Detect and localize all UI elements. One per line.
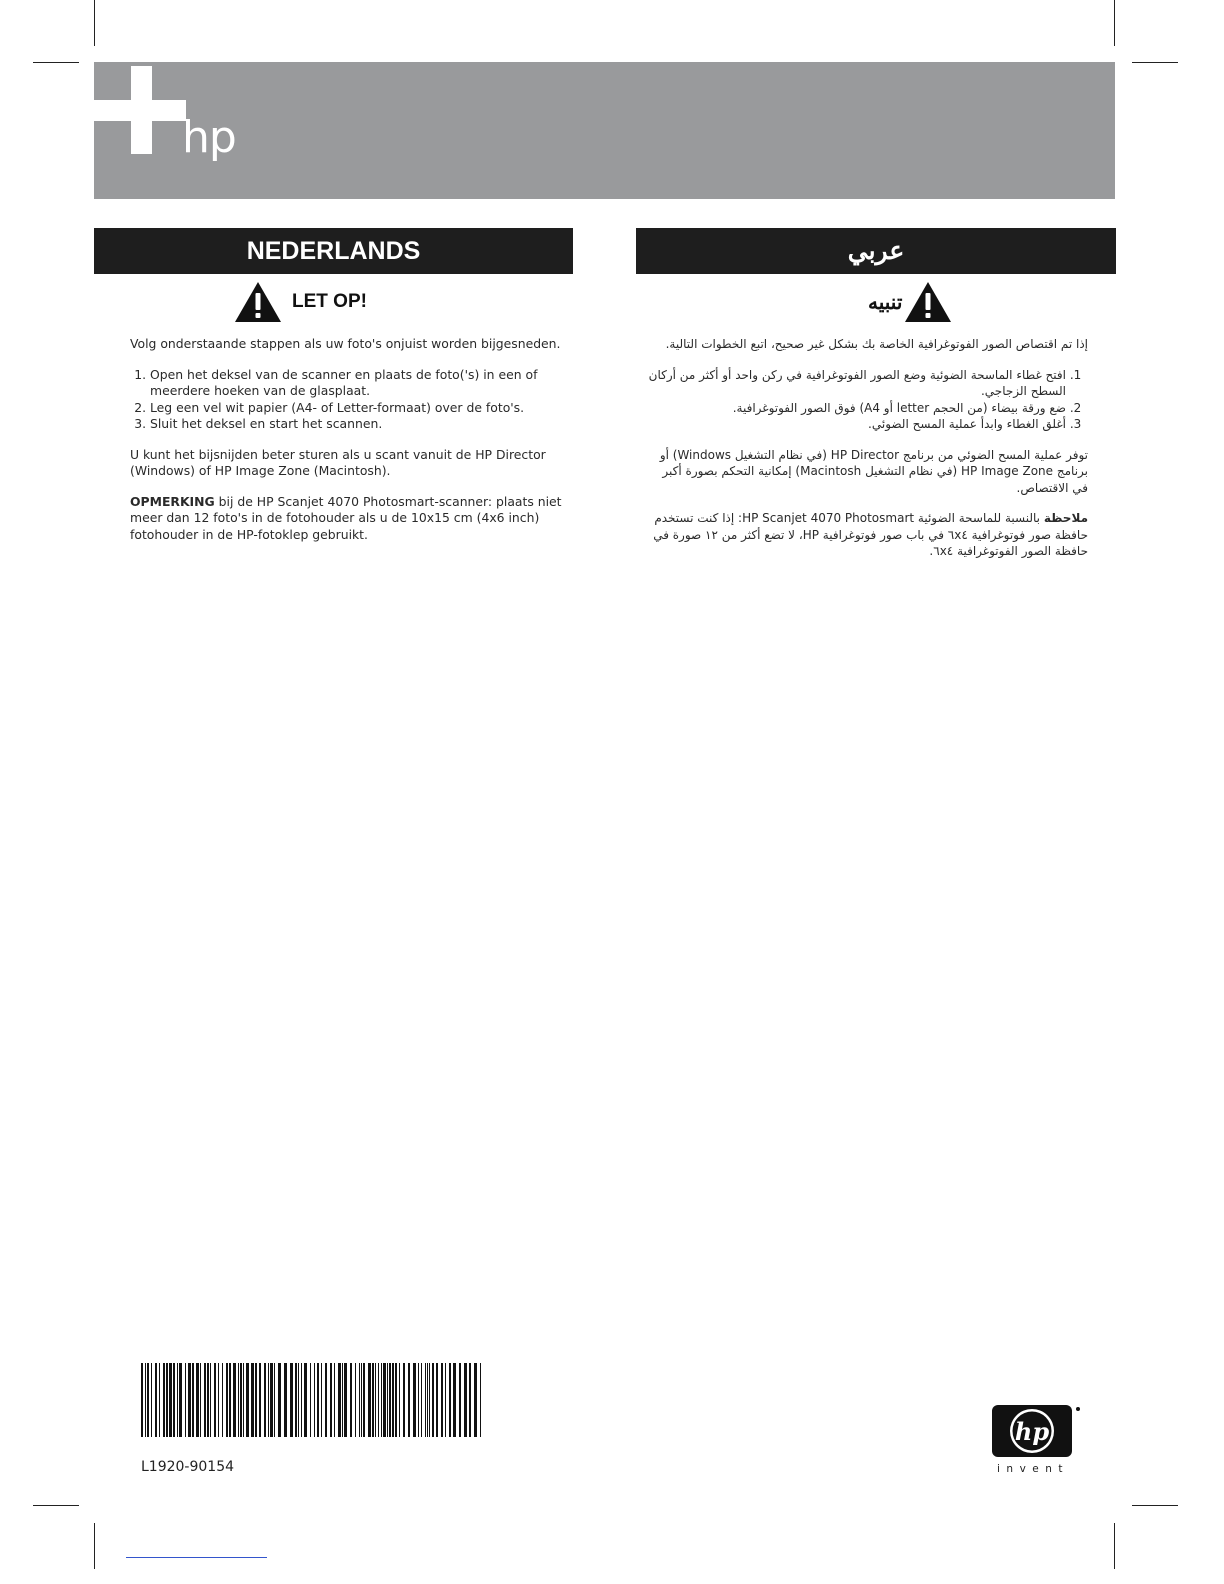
step-item: 2. Leg een vel wit papier (A4- of Letter-formaat) over de foto's.: [150, 400, 570, 417]
barcode-bar: [338, 1363, 341, 1437]
barcode-bar: [200, 1363, 201, 1437]
note-paragraph: [130, 494, 570, 544]
steps-list: [645, 367, 1088, 433]
note-paragraph: [645, 510, 1088, 560]
step-item: 3. Sluit het deksel en start het scannen.: [150, 416, 570, 433]
crop-mark: [94, 1523, 95, 1569]
barcode-bar: [469, 1363, 471, 1437]
step-item: 1. Open het deksel van de scanner en plaats de foto('s) in een of meerdere hoeken van de glasplaat.: [150, 367, 570, 400]
barcode-bar: [192, 1363, 194, 1437]
barcode-bar: [222, 1363, 223, 1437]
barcode-bar: [317, 1363, 319, 1437]
intro-text: إذا تم اقتصاص الصور الفوتوغرافية الخاصة بك بشكل غير صحيح، اتبع الخطوات التالية.: [665, 337, 1088, 351]
warning-label: LET OP!: [292, 291, 367, 312]
barcode-bar: [375, 1363, 376, 1437]
barcode-bar: [301, 1363, 302, 1437]
barcode-bar: [372, 1363, 374, 1437]
tip-text: توفر عملية المسح الضوئي من برنامج HP Director (في نظام التشغيل Windows) أو برنامج HP Image Zone (في نظام التشغيل Macintosh) إمكانية التحكم بصورة أكبر في الاقتصاص.: [659, 447, 1088, 495]
dutch-content: [130, 336, 570, 557]
barcode-bar: [344, 1363, 347, 1437]
part-number: L1920-90154: [141, 1459, 235, 1475]
barcode-bar: [389, 1363, 391, 1437]
barcode: [141, 1363, 481, 1437]
barcode-bar: [392, 1363, 394, 1437]
barcode-bar: [304, 1363, 307, 1437]
barcode-bar: [418, 1363, 419, 1437]
barcode-bar: [436, 1363, 438, 1437]
barcode-bar: [179, 1363, 182, 1437]
barcode-bar: [395, 1363, 397, 1437]
barcode-bar: [330, 1363, 332, 1437]
barcode-bar: [421, 1363, 422, 1437]
warning-label: تنبيه: [868, 291, 903, 314]
crop-mark: [94, 0, 95, 46]
barcode-bar: [355, 1363, 356, 1437]
barcode-bar: [259, 1363, 261, 1437]
barcode-bar: [314, 1363, 315, 1437]
barcode-bar: [449, 1363, 451, 1437]
barcode-bar: [145, 1363, 146, 1437]
barcode-bar: [270, 1363, 273, 1437]
barcode-bar: [425, 1363, 426, 1437]
warning-heading-dutch: [234, 280, 377, 324]
barcode-bar: [295, 1363, 297, 1437]
barcode-bar: [147, 1363, 149, 1437]
barcode-bar: [264, 1363, 266, 1437]
language-title-dutch: NEDERLANDS: [94, 228, 573, 274]
barcode-bar: [413, 1363, 416, 1437]
barcode-bar: [207, 1363, 209, 1437]
barcode-bar: [350, 1363, 352, 1437]
barcode-bar: [445, 1363, 446, 1437]
barcode-bar: [255, 1363, 257, 1437]
footer-rule: [126, 1557, 267, 1558]
barcode-bar: [166, 1363, 168, 1437]
barcode-bar: [459, 1363, 461, 1437]
barcode-bar: [159, 1363, 160, 1437]
barcode-bar: [185, 1363, 186, 1437]
barcode-bar: [284, 1363, 287, 1437]
barcode-bar: [204, 1363, 206, 1437]
barcode-bar: [383, 1363, 386, 1437]
barcode-bar: [334, 1363, 335, 1437]
barcode-bar: [342, 1363, 343, 1437]
barcode-bar: [432, 1363, 434, 1437]
crop-mark: [33, 62, 79, 63]
barcode-bar: [240, 1363, 242, 1437]
note-label: ملاحظة: [1043, 511, 1088, 525]
barcode-bar: [408, 1363, 410, 1437]
header-banner: [94, 62, 1115, 199]
step-item: 1. افتح غطاء الماسحة الضوئية وضع الصور الفوتوغرافية في ركن واحد أو أكثر من أركان السطح الزجاجي.: [645, 367, 1066, 400]
barcode-bar: [278, 1363, 281, 1437]
barcode-bar: [290, 1363, 293, 1437]
barcode-bar: [226, 1363, 228, 1437]
logo-tagline: invent: [997, 1463, 1070, 1475]
intro-text: Volg onderstaande stappen als uw foto's onjuist worden bijgesneden.: [130, 336, 561, 351]
barcode-bar: [298, 1363, 299, 1437]
barcode-bar: [453, 1363, 456, 1437]
barcode-bar: [163, 1363, 165, 1437]
crop-mark: [1132, 62, 1178, 63]
barcode-bar: [238, 1363, 239, 1437]
barcode-bar: [359, 1363, 360, 1437]
note-text: بالنسبة للماسحة الضوئية HP Scanjet 4070 Photosmart: إذا كنت تستخدم حافظة صور فوتوغرافية ٦x٤ في باب صور فوتوغرافية HP، لا تضع أكثر من ١٢ صورة في حافظة الصور الفوتوغرافية ٦x٤.: [653, 511, 1088, 558]
barcode-bar: [268, 1363, 269, 1437]
barcode-bar: [427, 1363, 428, 1437]
barcode-bar: [368, 1363, 371, 1437]
barcode-bar: [243, 1363, 244, 1437]
barcode-bar: [363, 1363, 365, 1437]
tip-text: U kunt het bijsnijden beter sturen als u scant vanuit de HP Director (Windows) of HP Image Zone (Macintosh).: [130, 446, 546, 478]
barcode-bar: [403, 1363, 405, 1437]
barcode-bar: [173, 1363, 175, 1437]
barcode-bar: [399, 1363, 400, 1437]
note-label: OPMERKING: [130, 493, 215, 509]
barcode-bar: [177, 1363, 178, 1437]
barcode-bar: [381, 1363, 382, 1437]
language-title-arabic: عربي: [636, 228, 1116, 274]
warning-heading-arabic: [866, 280, 952, 324]
barcode-bar: [474, 1363, 477, 1437]
step-item: 2. ضع ورقة بيضاء (من الحجم letter أو A4) فوق الصور الفوتوغرافية.: [645, 400, 1066, 417]
note-text: bij de HP Scanjet 4070 Photosmart-scanner: plaats niet meer dan 12 foto's in de fotohouder als u de 10x15 cm (4x6 inch) fotohouder in de HP-fotoklep gebruikt.: [130, 493, 562, 542]
barcode-bar: [361, 1363, 362, 1437]
warning-icon: [234, 281, 282, 323]
crop-mark: [1114, 0, 1115, 46]
barcode-bar: [169, 1363, 172, 1437]
barcode-bar: [210, 1363, 211, 1437]
crop-mark: [1132, 1505, 1178, 1506]
step-item: 3. أغلق الغطاء وابدأ عملية المسح الضوئي.: [645, 416, 1066, 433]
barcode-bar: [464, 1363, 467, 1437]
banner-logo-text: hp: [182, 112, 236, 163]
barcode-bar: [141, 1363, 143, 1437]
barcode-bar: [246, 1363, 249, 1437]
arabic-content: [645, 336, 1088, 574]
barcode-bar: [214, 1363, 216, 1437]
plus-icon: [94, 100, 186, 121]
barcode-bar: [251, 1363, 254, 1437]
logo-text: hp: [1014, 1417, 1050, 1446]
barcode-bar: [188, 1363, 191, 1437]
barcode-bar: [233, 1363, 236, 1437]
barcode-bar: [274, 1363, 275, 1437]
barcode-bar: [480, 1363, 481, 1437]
barcode-bar: [387, 1363, 388, 1437]
barcode-bar: [378, 1363, 379, 1437]
barcode-bar: [151, 1363, 152, 1437]
warning-icon: [904, 281, 952, 323]
steps-list: [130, 367, 570, 433]
barcode-bar: [218, 1363, 219, 1437]
barcode-bar: [229, 1363, 231, 1437]
barcode-bar: [429, 1363, 430, 1437]
barcode-bar: [321, 1363, 322, 1437]
barcode-bar: [441, 1363, 443, 1437]
crop-mark: [1114, 1523, 1115, 1569]
crop-mark: [33, 1505, 79, 1506]
barcode-bar: [310, 1363, 311, 1437]
barcode-bar: [155, 1363, 157, 1437]
barcode-bar: [325, 1363, 327, 1437]
barcode-bar: [196, 1363, 199, 1437]
